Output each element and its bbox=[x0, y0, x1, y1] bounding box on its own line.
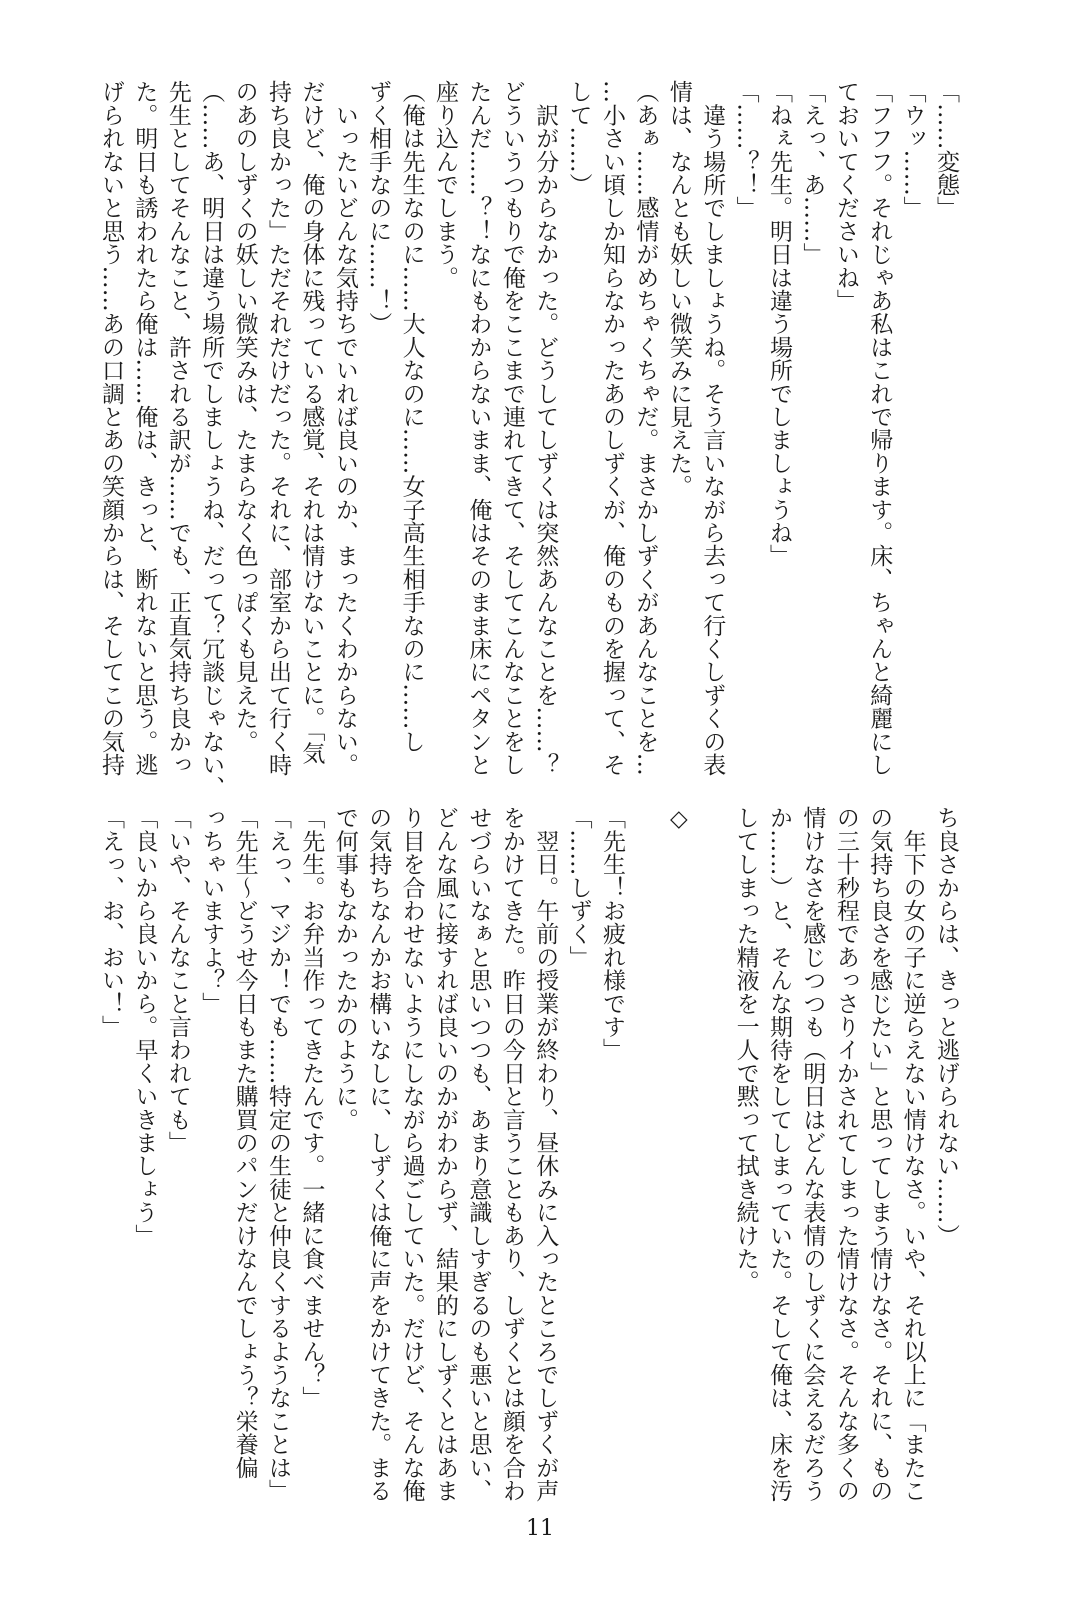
text-column: （あぁ……感情がめちゃくちゃだ。まさかしずくがあんなことを… bbox=[632, 80, 659, 776]
text-column: せづらいなぁと思いつつも、あまり意識しすぎるのも悪いと思い、 bbox=[465, 806, 492, 1502]
text-column: ち良さからは、きっと逃げられない……） bbox=[933, 806, 959, 1247]
text-column: …小さい頃しか知らなかったあのしずくが、俺のものを握って、そ bbox=[599, 80, 625, 776]
text-column: り目を合わせないようにしながら過ごしていた。だけど、そんな俺 bbox=[398, 806, 425, 1502]
text-column: 「ウッ……」 bbox=[899, 80, 926, 220]
text-column: のあのしずくの妖しい微笑みは、たまらなく色っぽくも見えた。 bbox=[231, 80, 258, 753]
text-column: 情は、なんとも妖しい微笑みに見えた。 bbox=[665, 80, 692, 498]
text-column: いったいどんな気持ちでいれば良いのか、まったくわからない。 bbox=[331, 80, 358, 776]
text-column: 「……変態」 bbox=[933, 80, 959, 220]
page-number: 11 bbox=[526, 1516, 554, 1541]
text-column: 年下の女の子に逆らえない情けなさ。いや、それ以上に「またこ bbox=[899, 806, 926, 1502]
text-column: ておいてくださいね」 bbox=[832, 80, 859, 312]
text-column: 「先生！お疲れ様です」 bbox=[599, 806, 625, 1062]
text-column: をかけてきた。昨日の今日と言うこともあり、しずくとは顔を合わ bbox=[498, 806, 525, 1502]
text-column: 座り込んでしまう。 bbox=[432, 80, 458, 289]
text-column: どういうつもりで俺をここまで連れてきて、そしてこんなことをし bbox=[498, 80, 525, 776]
text-column: どんな風に接すれば良いのかがわからず、結果的にしずくとはあま bbox=[432, 806, 458, 1502]
text-column: 「先生。お弁当作ってきたんです。一緒に食べません？」 bbox=[298, 806, 325, 1410]
text-column: 違う場所でしましょうね。そう言いながら去って行くしずくの表 bbox=[699, 80, 726, 776]
text-column: 「フフフ。それじゃあ私はこれで帰ります。床、ちゃんと綺麗にし bbox=[866, 80, 893, 776]
text-column bbox=[695, 806, 728, 1506]
top-text-block bbox=[94, 80, 962, 800]
text-column: してしまった精液を一人で黙って拭き続けた。 bbox=[732, 806, 759, 1294]
text-column: 先生としてそんなこと、許される訳が……でも、正直気持ち良かっ bbox=[164, 80, 191, 776]
text-column: して……） bbox=[565, 80, 592, 196]
text-column: ◇ bbox=[665, 806, 692, 833]
text-column: 持ち良かった」ただそれだけだった。それに、部室から出て行く時 bbox=[265, 80, 291, 777]
text-column: 「良いから良いから。早くいきましょう」 bbox=[131, 806, 158, 1247]
text-column: 「いや、そんなこと言われても」 bbox=[164, 806, 191, 1154]
text-column: の気持ちなんかお構いなしに、しずくは俺に声をかけてきた。まる bbox=[365, 806, 392, 1502]
text-column: （俺は先生なのに……大人なのに……女子高生相手なのに……し bbox=[398, 80, 425, 753]
text-column: 「えっ、あ……」 bbox=[799, 80, 826, 266]
text-column: の三十秒程であっさりイかされてしまった情けなさ。そんな多くの bbox=[832, 806, 859, 1502]
text-column: 「……？！」 bbox=[732, 80, 759, 220]
bottom-text-block bbox=[94, 806, 962, 1506]
text-column: げられないと思う……あの口調とあの笑顔からは、そしてこの気持 bbox=[98, 80, 124, 776]
text-column: か……）と、そんな期待をしてしまっていた。そして俺は、床を汚 bbox=[766, 806, 792, 1502]
text-column: で何事もなかったかのように。 bbox=[331, 806, 358, 1131]
text-column: 情けなさを感じつつも（明日はどんな表情のしずくに会えるだろう bbox=[799, 806, 826, 1502]
text-column: たんだ……？！なにもわからないまま、俺はそのまま床にペタンと bbox=[465, 80, 492, 776]
text-column: 訳が分からなかった。どうしてしずくは突然あんなことを……？ bbox=[532, 80, 559, 776]
text-column: 「えっ、お、おい！」 bbox=[98, 806, 124, 1038]
text-column: ずく相手なのに……！） bbox=[365, 80, 392, 336]
text-column bbox=[628, 806, 661, 1506]
text-column: っちゃいますよ？」 bbox=[198, 806, 225, 1015]
text-column: の気持ち良さを感じたい」と思ってしまう情けなさ。それに、もの bbox=[866, 806, 893, 1502]
text-column: 「……しずく」 bbox=[565, 806, 592, 969]
text-column: だけど、俺の身体に残っている感覚、それは情けないことに。「気 bbox=[298, 80, 325, 765]
text-column: た。明日も誘われたら俺は……俺は、きっと、断れないと思う。逃 bbox=[131, 80, 158, 776]
text-column: 「えっ、マジか！でも……特定の生徒と仲良くするようなことは」 bbox=[265, 806, 291, 1502]
text-column: （……あ、明日は違う場所でしましょうね、だって？冗談じゃない、 bbox=[198, 80, 225, 800]
text-column: 「ねぇ先生。明日は違う場所でしましょうね」 bbox=[766, 80, 792, 568]
text-column: 「先生〜どうせ今日もまた購買のパンだけなんでしょう？栄養偏 bbox=[231, 806, 258, 1479]
text-column: 翌日。午前の授業が終わり、昼休みに入ったところでしずくが声 bbox=[532, 806, 559, 1502]
